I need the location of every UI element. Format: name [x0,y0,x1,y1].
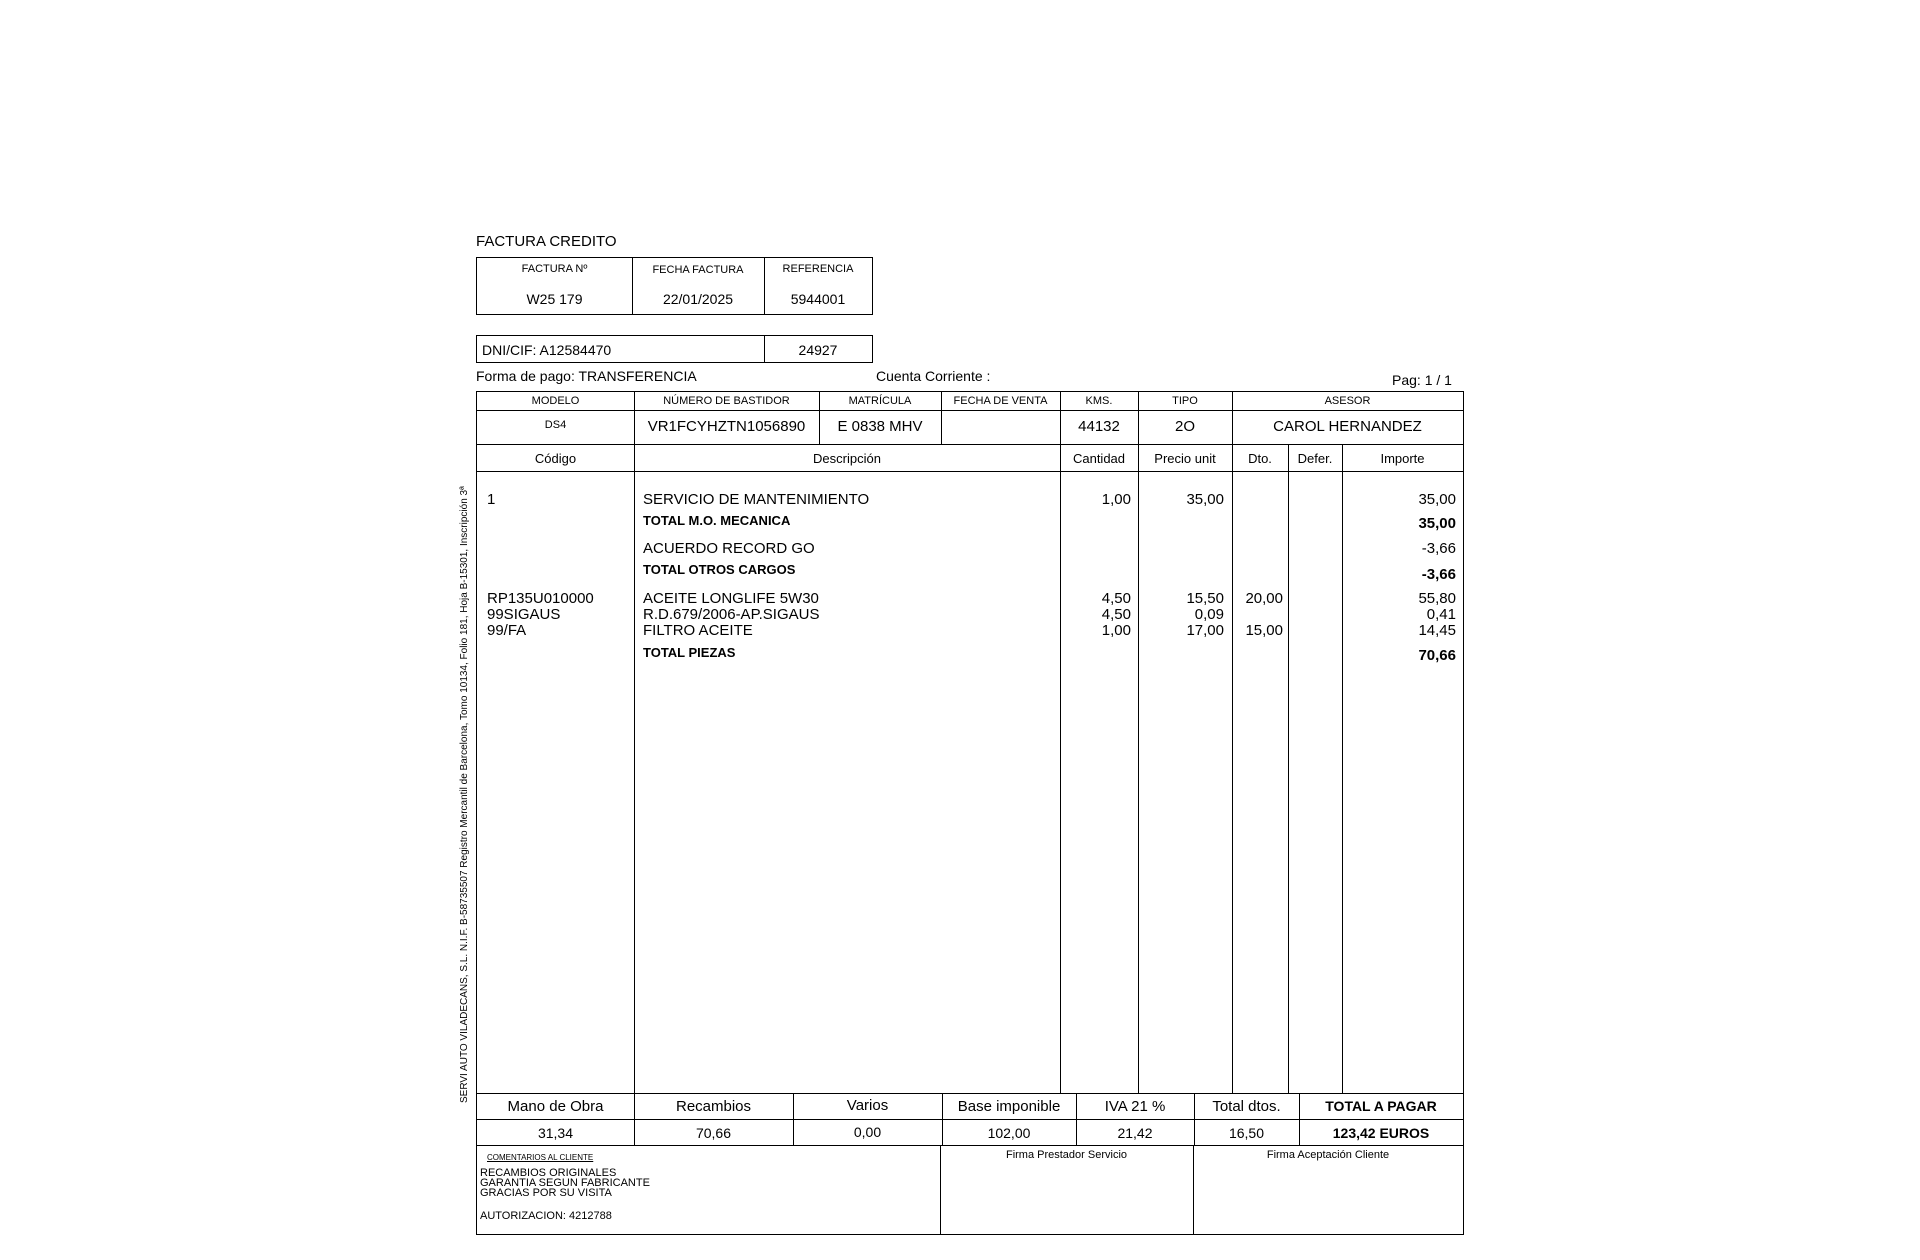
col-description-header: Descripción [813,451,881,466]
line-description: ACEITE LONGLIFE 5W30 [643,590,819,607]
invoice-number-label: FACTURA Nº [521,263,588,275]
client-signature-label: Firma Aceptación Cliente [1266,1149,1390,1161]
client-dni: DNI/CIF: A12584470 [482,342,612,358]
invoice-date-label: FECHA FACTURA [652,264,744,276]
subtotal-amount: 35,00 [1418,515,1456,532]
invoice-lines-table [476,445,1464,1094]
vehicle-info-box [476,391,1464,445]
current-account: Cuenta Corriente : [876,368,991,384]
vehicle-vin: VR1FCYHZTN1056890 [647,418,806,435]
authorization: AUTORIZACION: 4212788 [480,1210,612,1222]
labor-value: 31,34 [537,1125,574,1141]
line-amount: 55,80 [1418,590,1456,607]
vehicle-advisor-label: ASESOR [1324,395,1371,407]
line-description: R.D.679/2006-AP.SIGAUS [643,606,820,623]
col-code-header: Código [534,451,577,466]
vat-label: IVA 21 % [1104,1098,1166,1115]
vat-value: 21,42 [1117,1125,1153,1141]
vehicle-type: 2O [1174,418,1195,435]
subtotal-label: TOTAL M.O. MECANICA [643,513,791,528]
line-quantity: 4,50 [1101,590,1131,607]
client-code: 24927 [798,342,838,358]
page-number: Pag: 1 / 1 [1392,372,1452,388]
col-quantity-header: Cantidad [1072,451,1126,466]
invoice-reference: 5944001 [790,291,846,307]
line-amount: 14,45 [1418,622,1456,639]
subtotal-amount: -3,66 [1421,566,1456,583]
invoice-number: W25 179 [526,291,583,307]
line-quantity: 1,00 [1101,622,1131,639]
line-description: SERVICIO DE MANTENIMIENTO [643,491,870,508]
col-amount-header: Importe [1380,451,1425,466]
vehicle-vin-label: NÚMERO DE BASTIDOR [663,395,790,407]
subtotal-label: TOTAL OTROS CARGOS [643,562,796,577]
discounts-label: Total dtos. [1212,1098,1281,1115]
payment-method: Forma de pago: TRANSFERENCIA [476,368,697,384]
line-discount: 15,00 [1245,622,1283,639]
tax-base-value: 102,00 [987,1125,1031,1141]
line-description: ACUERDO RECORD GO [643,540,815,557]
vehicle-type-label: TIPO [1172,395,1198,407]
line-quantity: 1,00 [1101,491,1131,508]
totals-box [476,1093,1464,1146]
vehicle-kms: 44132 [1078,418,1120,435]
line-unit-price: 17,00 [1186,622,1224,639]
provider-signature-label: Firma Prestador Servicio [1005,1149,1128,1161]
line-code: 99/FA [487,622,527,639]
line-amount: 35,00 [1418,491,1456,508]
discounts-value: 16,50 [1228,1125,1265,1141]
line-code: 1 [487,491,496,508]
invoice-info-box [476,257,873,315]
line-unit-price: 0,09 [1194,606,1224,623]
vehicle-kms-label: KMS. [1085,395,1113,407]
labor-label: Mano de Obra [507,1098,604,1115]
line-code: 99SIGAUS [487,606,561,623]
line-description: FILTRO ACEITE [643,622,753,639]
vehicle-model: DS4 [544,419,567,431]
invoice-date: 22/01/2025 [662,291,734,307]
line-code: RP135U010000 [487,590,594,607]
line-amount: -3,66 [1421,540,1456,557]
comment-line: GRACIAS POR SU VISITA [480,1187,612,1199]
col-unit-price-header: Precio unit [1154,451,1216,466]
parts-label: Recambios [675,1098,752,1115]
vehicle-plate-label: MATRÍCULA [848,395,912,407]
document-title: FACTURA CREDITO [476,233,617,250]
vehicle-advisor: CAROL HERNANDEZ [1273,418,1422,435]
line-discount: 20,00 [1245,590,1283,607]
client-box [476,335,873,363]
subtotal-label: TOTAL PIEZAS [643,645,736,660]
tax-base-label: Base imponible [957,1098,1061,1115]
line-unit-price: 15,50 [1186,590,1224,607]
col-discount-header: Dto. [1248,451,1272,466]
misc-label: Varios [846,1097,889,1114]
total-due-label: TOTAL A PAGAR [1325,1098,1437,1114]
vehicle-model-label: MODELO [531,395,580,407]
vehicle-sale-date-label: FECHA DE VENTA [953,395,1048,407]
comments-label: COMENTARIOS AL CLIENTE [487,1153,594,1162]
subtotal-amount: 70,66 [1418,647,1456,664]
line-unit-price: 35,00 [1186,491,1224,508]
comment-line: RECAMBIOS ORIGINALES [480,1167,617,1179]
misc-value: 0,00 [853,1124,882,1140]
invoice-reference-label: REFERENCIA [782,263,854,275]
company-registry-text: SERVI AUTO VILADECANS, S.L. N.I.F. B-58735507 Registro Mercantil de Barcelona, Tomo 10134, Folio 181, Hoja B-15301, Inscripción 3ª [459,486,470,1103]
footer-box [476,1145,1464,1235]
parts-value: 70,66 [695,1125,732,1141]
line-quantity: 4,50 [1101,606,1131,623]
line-amount: 0,41 [1426,606,1456,623]
total-due-value: 123,42 EUROS [1332,1125,1430,1141]
vehicle-plate: E 0838 MHV [837,418,923,435]
comment-line: GARANTIA SEGUN FABRICANTE [480,1177,650,1189]
col-deferred-header: Defer. [1297,451,1333,466]
